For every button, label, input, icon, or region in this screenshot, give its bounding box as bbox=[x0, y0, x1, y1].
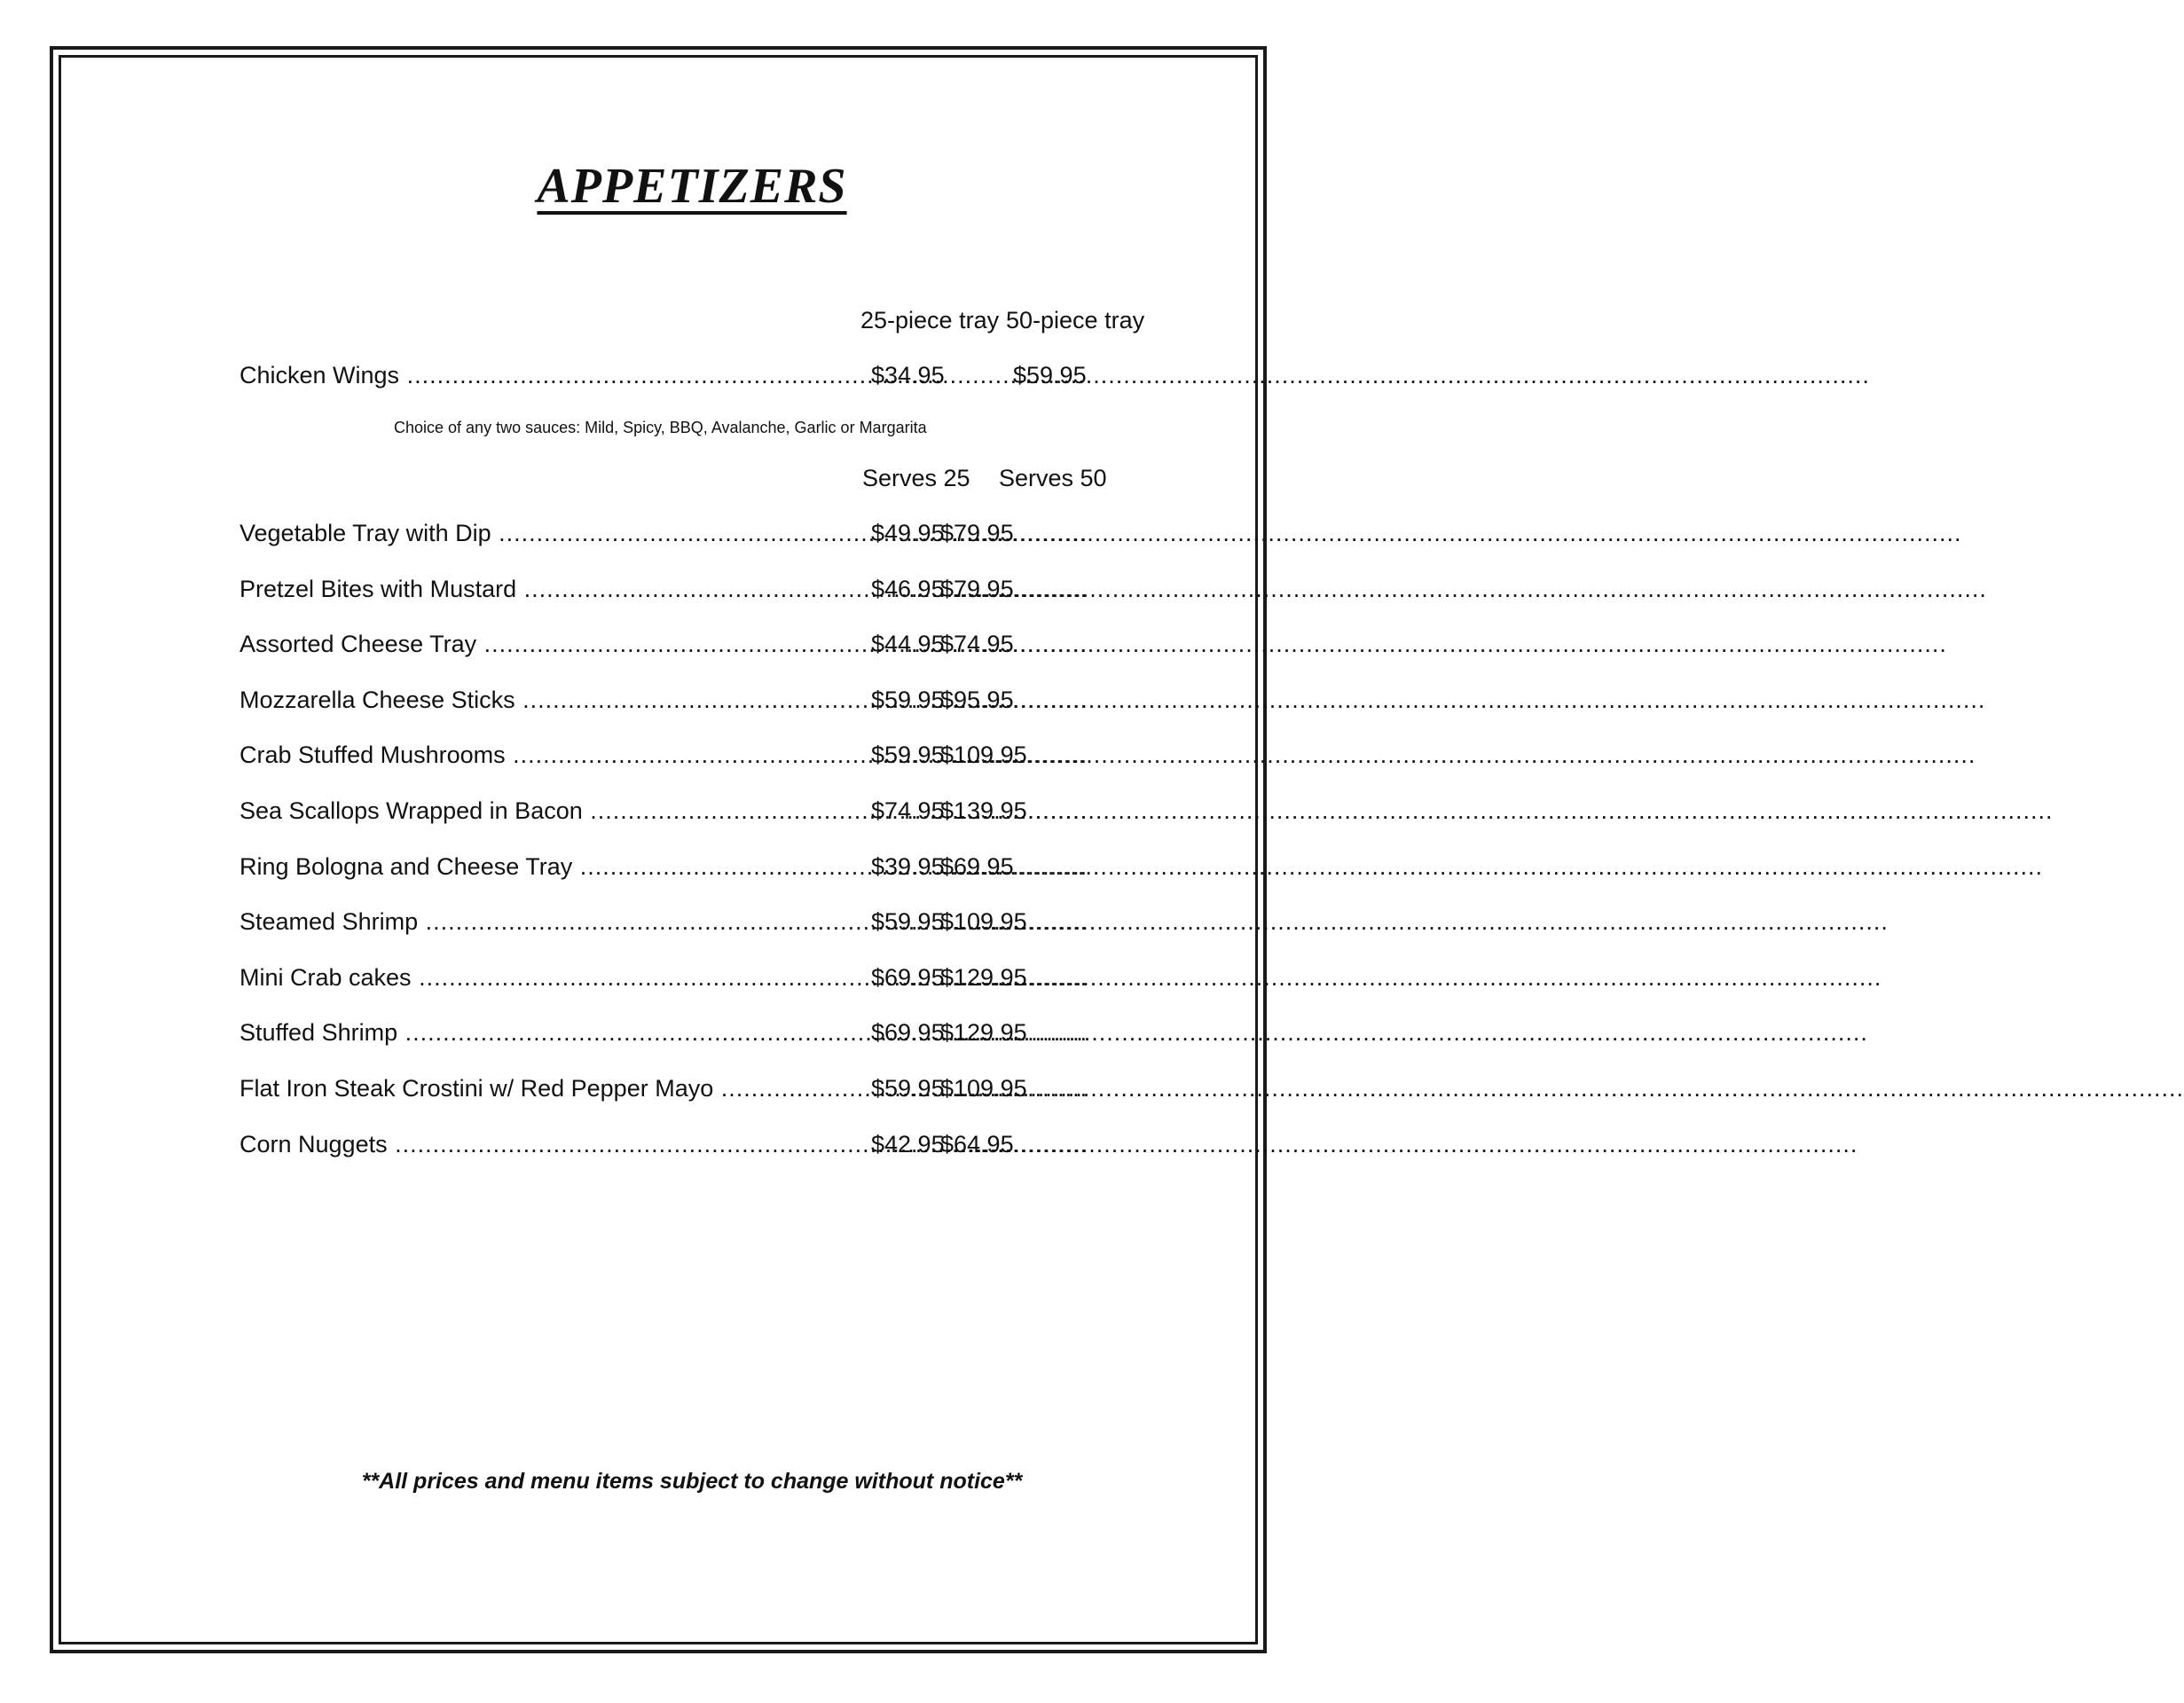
menu-item-price-2: $129.95 bbox=[940, 1019, 1027, 1047]
menu-item-row bbox=[240, 908, 1144, 944]
menu-item-price-1: $59.95 ..... bbox=[871, 742, 937, 769]
menu-item-price-1: $74.95 ..... bbox=[871, 797, 937, 825]
footer-disclaimer: **All prices and menu items subject to change without notice** bbox=[361, 1469, 1023, 1494]
menu-item-name: Ring Bologna and Cheese Tray ..... bbox=[240, 853, 866, 881]
menu-item-price-2: $109.95 bbox=[940, 908, 1027, 936]
sauce-note: Choice of any two sauces: Mild, Spicy, BBQ, Avalanche, Garlic or Margarita bbox=[394, 419, 927, 436]
page-border-inner bbox=[59, 55, 1258, 1644]
menu-item-price-2: $79.95 bbox=[940, 575, 1014, 602]
menu-item-price-2: $109.95 bbox=[940, 742, 1027, 769]
menu-item-price-2: $59.95 bbox=[1013, 362, 1087, 388]
menu-item-name: Sea Scallops Wrapped in Bacon ..... bbox=[240, 797, 866, 825]
menu-item-price-2: $139.95 bbox=[940, 797, 1027, 824]
menu-item-price-1: $59.95 ..... bbox=[871, 1075, 937, 1103]
menu-item-name: Assorted Cheese Tray ..... bbox=[240, 631, 866, 658]
menu-item-row bbox=[240, 631, 1144, 666]
menu-item-price-1: $34.95 bbox=[871, 362, 945, 388]
menu-item-name: Crab Stuffed Mushrooms ..... bbox=[240, 742, 866, 769]
menu-item-row bbox=[240, 687, 1144, 722]
menu-item-name: Pretzel Bites with Mustard ..... bbox=[240, 576, 866, 603]
menu-item-row bbox=[240, 576, 1144, 611]
menu-item-row bbox=[240, 1075, 1144, 1110]
menu-item-row bbox=[240, 1131, 1144, 1166]
page-title: APPETIZERS bbox=[537, 159, 847, 214]
menu-item-price-1: $39.95 ..... bbox=[871, 853, 937, 881]
menu-item-price-2: $129.95 bbox=[940, 963, 1027, 991]
menu-item-name: Mini Crab cakes ..... bbox=[240, 964, 866, 992]
menu-item-name: Corn Nuggets ..... bbox=[240, 1131, 866, 1158]
trays-col1-header: Serves 25 bbox=[862, 465, 970, 491]
wings-col1-header: 25-piece tray bbox=[860, 307, 1000, 334]
menu-item-name: Stuffed Shrimp ..... bbox=[240, 1019, 866, 1047]
menu-item-price-1: $69.95 ..... bbox=[871, 1019, 937, 1047]
menu-item-price-2: $109.95 bbox=[940, 1075, 1027, 1102]
menu-item-price-1: $69.95 ..... bbox=[871, 964, 937, 992]
wings-col2-header: 50-piece tray bbox=[1006, 307, 1145, 334]
menu-item-price-1: $44.95 ..... bbox=[871, 631, 937, 658]
menu-item-price-1: $59.95 ..... bbox=[871, 687, 937, 714]
menu-item-price-2: $69.95 bbox=[940, 852, 1014, 880]
menu-item-name: Vegetable Tray with Dip ..... bbox=[240, 520, 866, 547]
menu-item-row bbox=[240, 520, 1144, 555]
menu-item-name: Steamed Shrimp ..... bbox=[240, 908, 866, 936]
menu-item-name: Mozzarella Cheese Sticks ..... bbox=[240, 687, 866, 714]
menu-item-price-1: $42.95 ..... bbox=[871, 1131, 937, 1158]
menu-item-row bbox=[240, 797, 1144, 833]
menu-item-row bbox=[240, 362, 1144, 397]
menu-item-price-2: $74.95 bbox=[940, 631, 1014, 658]
menu-item-price-2: $64.95 bbox=[940, 1130, 1014, 1158]
menu-item-price-1: $49.95 ..... bbox=[871, 520, 937, 547]
trays-col2-header: Serves 50 bbox=[999, 465, 1107, 491]
menu-item-row bbox=[240, 742, 1144, 777]
menu-item-price-2: $95.95 bbox=[940, 686, 1014, 713]
menu-item-price-2: $79.95 bbox=[940, 520, 1014, 546]
menu-item-price-1: $59.95 ..... bbox=[871, 908, 937, 936]
menu-item-row bbox=[240, 964, 1144, 1000]
menu-item-name: Chicken Wings ..... bbox=[240, 362, 866, 389]
menu-item-name: Flat Iron Steak Crostini w/ Red Pepper Mayo ..... bbox=[240, 1075, 866, 1103]
menu-item-price-1: $46.95 ..... bbox=[871, 576, 937, 603]
menu-item-row bbox=[240, 853, 1144, 889]
menu-item-row bbox=[240, 1019, 1144, 1055]
